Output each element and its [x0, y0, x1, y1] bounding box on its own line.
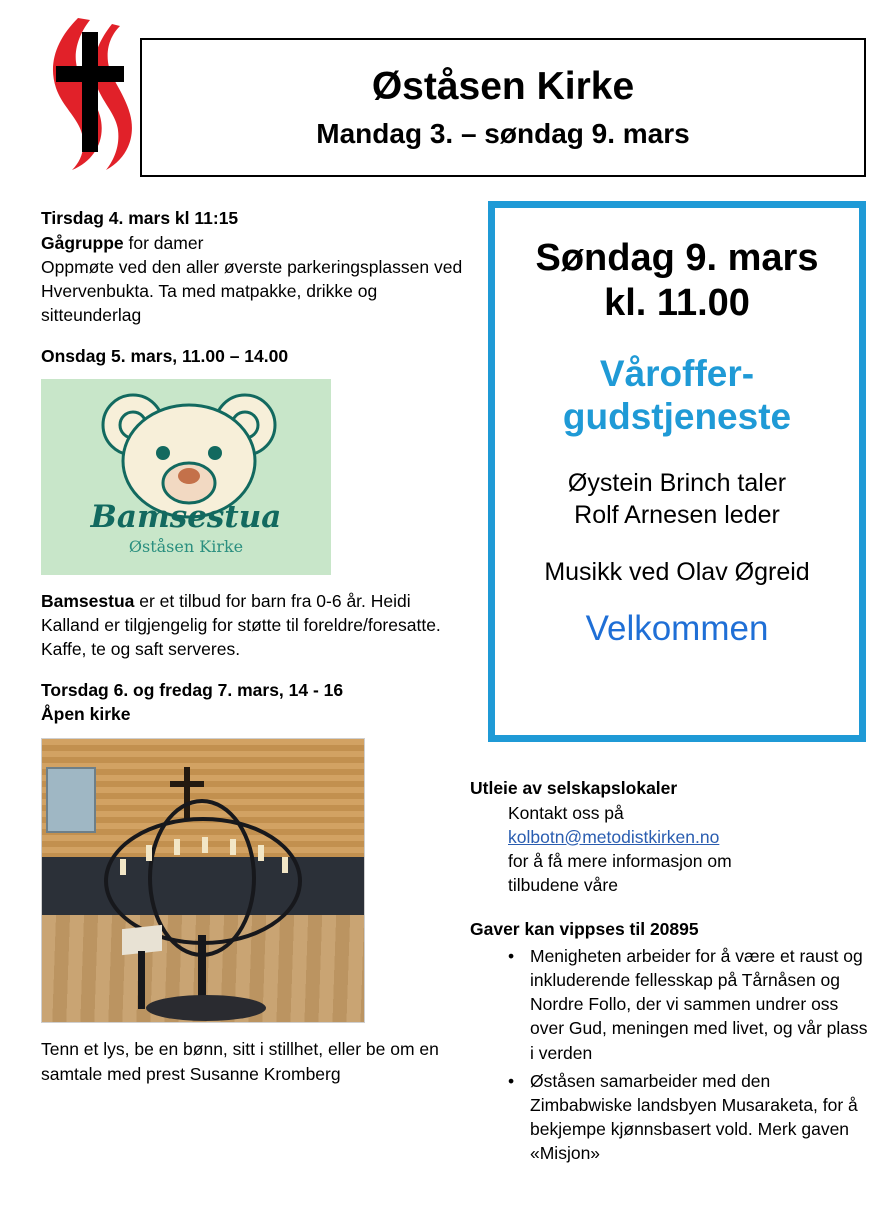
rental-email-link[interactable]: kolbotn@metodistkirken.no [508, 826, 720, 847]
event-walking-group-lead-rest: for damer [123, 232, 204, 253]
bullet-icon: • [508, 946, 515, 967]
service-type-line1: Våroffer- [599, 352, 755, 394]
donations-bullet-list [470, 944, 870, 1165]
page-title: Øståsen Kirke [371, 64, 635, 108]
right-info-column [470, 776, 870, 1165]
list-item [508, 1069, 870, 1166]
open-church-heading: Torsdag 6. og fredag 7. mars, 14 - 16 [41, 680, 344, 701]
title-box [140, 38, 866, 177]
church-photo-caption: Tenn et lys, be en bønn, sitt i stillhet, eller be om en samtale med prest Susanne Kromberg [41, 1039, 439, 1084]
page-header [0, 0, 891, 190]
service-date-line1: Søndag 9. mars [535, 237, 819, 279]
bamsestua-poster [41, 379, 331, 575]
bamsestua-body: er et tilbud for barn fra 0-6 år. Heidi Kalland er tilgjengelig for støtte til foreldre/foresatte. Kaffe, te og saft serveres. [41, 590, 441, 660]
bullet-icon: • [508, 1070, 515, 1091]
service-welcome: Velkommen [585, 608, 769, 648]
page-subtitle: Mandag 3. – søndag 9. mars [316, 118, 690, 150]
cross-and-flame-logo [38, 10, 138, 175]
left-column [41, 207, 471, 1086]
open-church-subheading: Åpen kirke [41, 703, 131, 724]
event-bamsestua-heading: Onsdag 5. mars, 11.00 – 14.00 [41, 346, 289, 367]
rental-line3: tilbudene våre [508, 874, 618, 895]
sunday-service-box [488, 201, 866, 742]
bamsestua-description [41, 589, 471, 661]
service-leader: Rolf Arnesen leder [574, 501, 780, 530]
event-walking-group-lead: Gågruppe [41, 232, 124, 253]
list-item-text: Øståsen samarbeider med den Zimbabwiske landsbyen Musaraketa, for å bekjempe kjønnsbasert vold. Merk gaven «Misjon» [530, 1070, 858, 1164]
event-walking-group-body [41, 231, 471, 328]
church-interior-photo [41, 738, 365, 1023]
bamsestua-lead: Bamsestua [41, 590, 135, 611]
rental-line1: Kontakt oss på [508, 802, 624, 823]
service-speaker: Øystein Brinch taler [567, 468, 787, 497]
service-type-line2: gudstjeneste [562, 396, 792, 438]
rental-heading: Utleie av selskapslokaler [470, 778, 678, 798]
service-date-line2: kl. 11.00 [604, 281, 750, 324]
rental-body [470, 801, 870, 898]
service-music: Musikk ved Olav Øgreid [544, 557, 810, 586]
list-item-text: Menigheten arbeider for å være et raust og inkluderende fellesskap på Tårnåsen og Nordre Follo, der vi sammen undrer oss over Gud, meningen med livet, og vår plass i verden [530, 946, 868, 1063]
bamsestua-poster-subtitle: Øståsen Kirke [128, 536, 244, 556]
event-walking-group [41, 207, 471, 327]
event-walking-group-text: Oppmøte ved den aller øverste parkeringsplassen ved Hvervenbukta. Ta med matpakke, drikke og sitteunderlag [41, 256, 463, 326]
event-walking-group-heading: Tirsdag 4. mars kl 11:15 [41, 208, 239, 228]
donations-heading: Gaver kan vippses til 20895 [470, 919, 699, 940]
bamsestua-poster-word: Bamsestua [90, 498, 282, 535]
rental-line2: for å få mere informasjon om [508, 850, 732, 871]
list-item [508, 944, 870, 1065]
